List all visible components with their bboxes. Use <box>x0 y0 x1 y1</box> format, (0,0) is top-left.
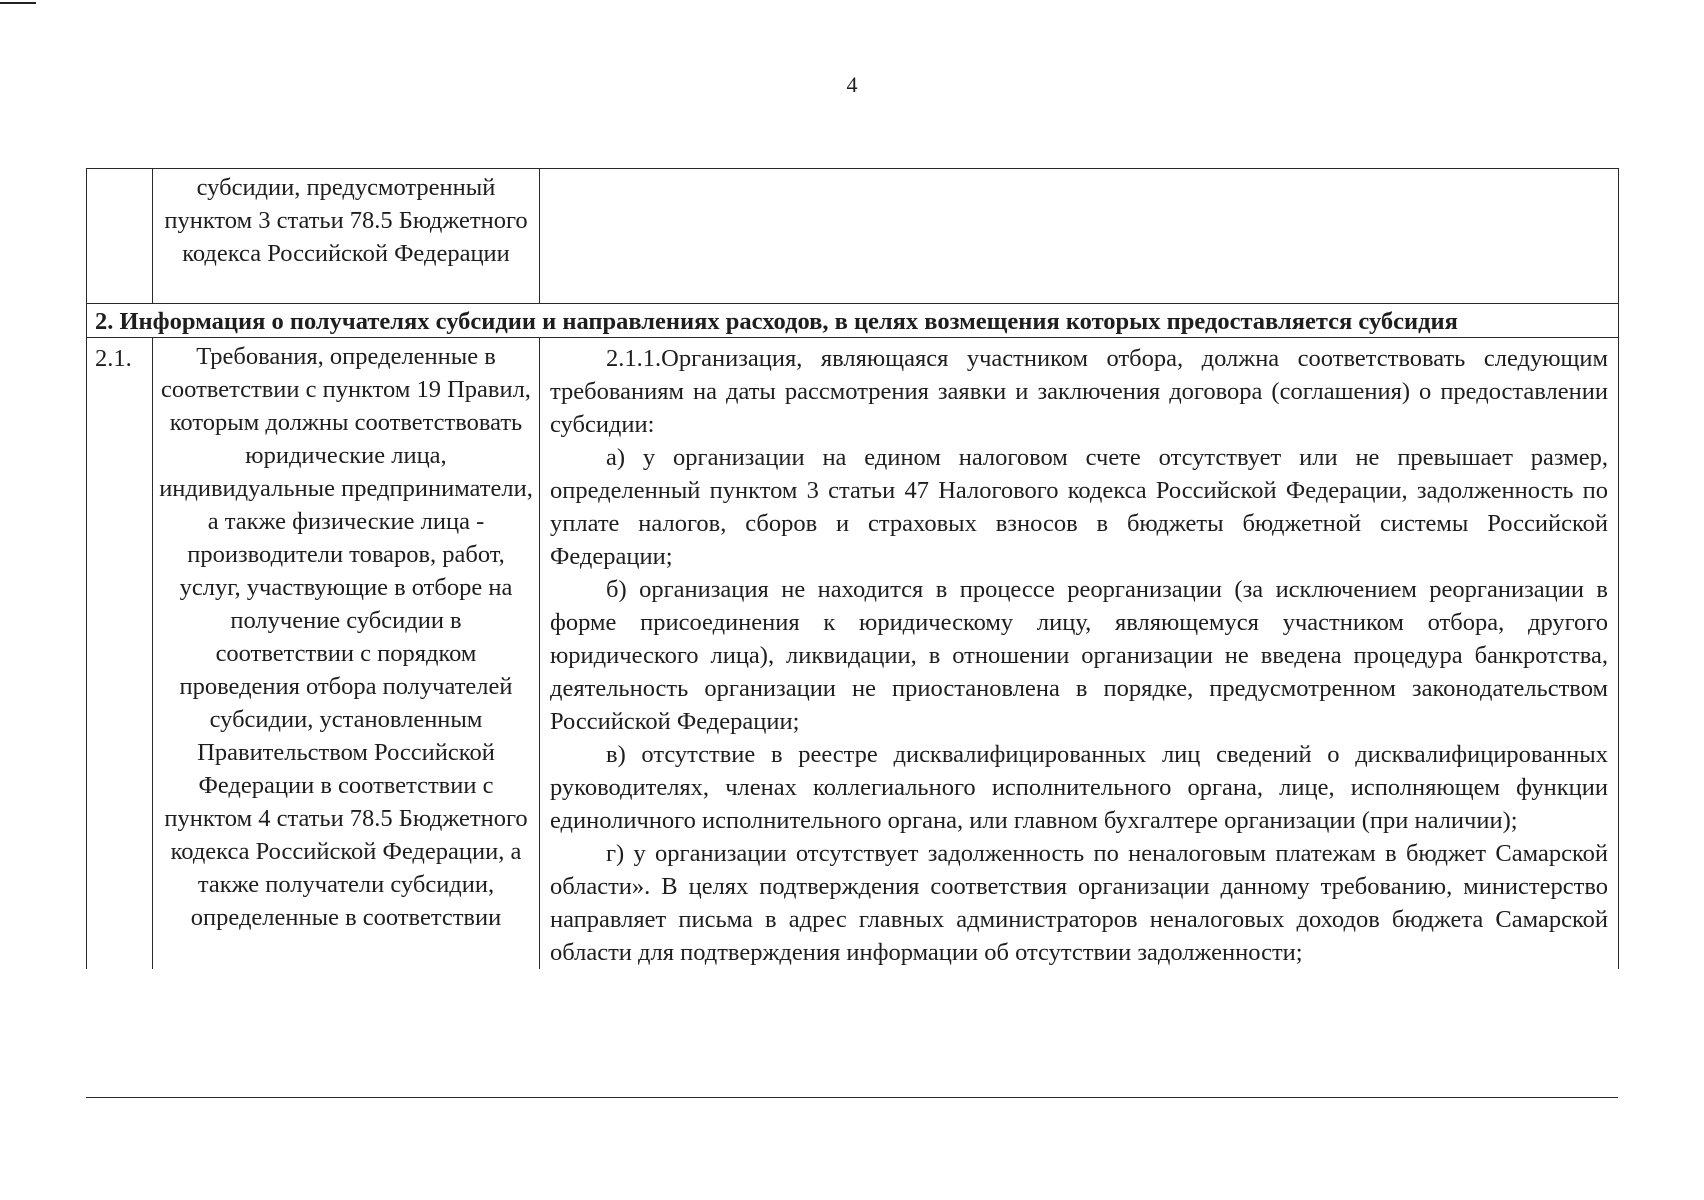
paragraph-g: г) у организации отсутствует задолженность по неналоговым платежам в бюджет Самарской области». В целях подтверждения соответствия организации данному требованию, министерство направляет письма в адрес главных администраторов неналоговых доходов бюджета Самарской области для подтверждения информации об отсутствии задолженности; <box>550 840 1608 966</box>
table-bottom-border <box>86 1097 1618 1098</box>
requirements-table <box>86 168 1619 969</box>
paragraph-b: б) организация не находится в процессе реорганизации (за исключением реорганизации в форме присоединения к юридическому лицу, являющемуся участником отбора, другого юридического лица), ликвидации, в отношении организации не введена процедура банкротства, деятельность организации не приостановлена в порядке, предусмотренном законодательством Российской Федерации; <box>550 576 1608 735</box>
row-content-cell <box>540 338 1619 970</box>
section-title: 2. Информация о получателях субсидии и направлениях расходов, в целях возмещения которых предоставляется субсидия <box>87 304 1619 338</box>
table-row-2-1 <box>87 338 1619 970</box>
paragraph-v: в) отсутствие в реестре дисквалифицированных лиц сведений о дисквалифицированных руководителях, членах коллегиального исполнительного органа, лице, исполняющем функции единоличного исполнительного органа, или главном бухгалтере организации (при наличии); <box>550 741 1608 834</box>
table-row-section-heading <box>87 304 1619 338</box>
paragraph-2-1-1: 2.1.1.Организация, являющаяся участником отбора, должна соответствовать следующим требованиям на даты рассмотрения заявки и заключения договора (соглашения) о предоставлении субсидии: <box>550 345 1608 438</box>
row-name-cell: субсидии, предусмотренный пунктом 3 статьи 78.5 Бюджетного кодекса Российской Федерации <box>153 169 540 304</box>
table-row-continuation <box>87 169 1619 304</box>
row-number-cell: 2.1. <box>87 338 153 970</box>
page-number: 4 <box>846 72 858 97</box>
paragraph-a: а) у организации на едином налоговом счете отсутствует или не превышает размер, определенный пунктом 3 статьи 47 Налогового кодекса Российской Федерации, задолженность по уплате налогов, сборов и страховых взносов в бюджеты бюджетной системы Российской Федерации; <box>550 444 1608 570</box>
scan-corner-mark <box>0 2 36 4</box>
row-name-cell: Требования, определенные в соответствии с пунктом 19 Правил, которым должны соответствовать юридические лица, индивидуальные предприниматели, а также физические лица - производители товаров, работ, услуг, участвующие в отборе на получение субсидии в соответствии с порядком проведения отбора получателей субсидии, установленным Правительством Российской Федерации в соответствии с пунктом 4 статьи 78.5 Бюджетного кодекса Российской Федерации, а также получатели субсидии, определенные в соответствии <box>153 338 540 970</box>
row-content-cell <box>540 169 1619 304</box>
row-number-cell <box>87 169 153 304</box>
